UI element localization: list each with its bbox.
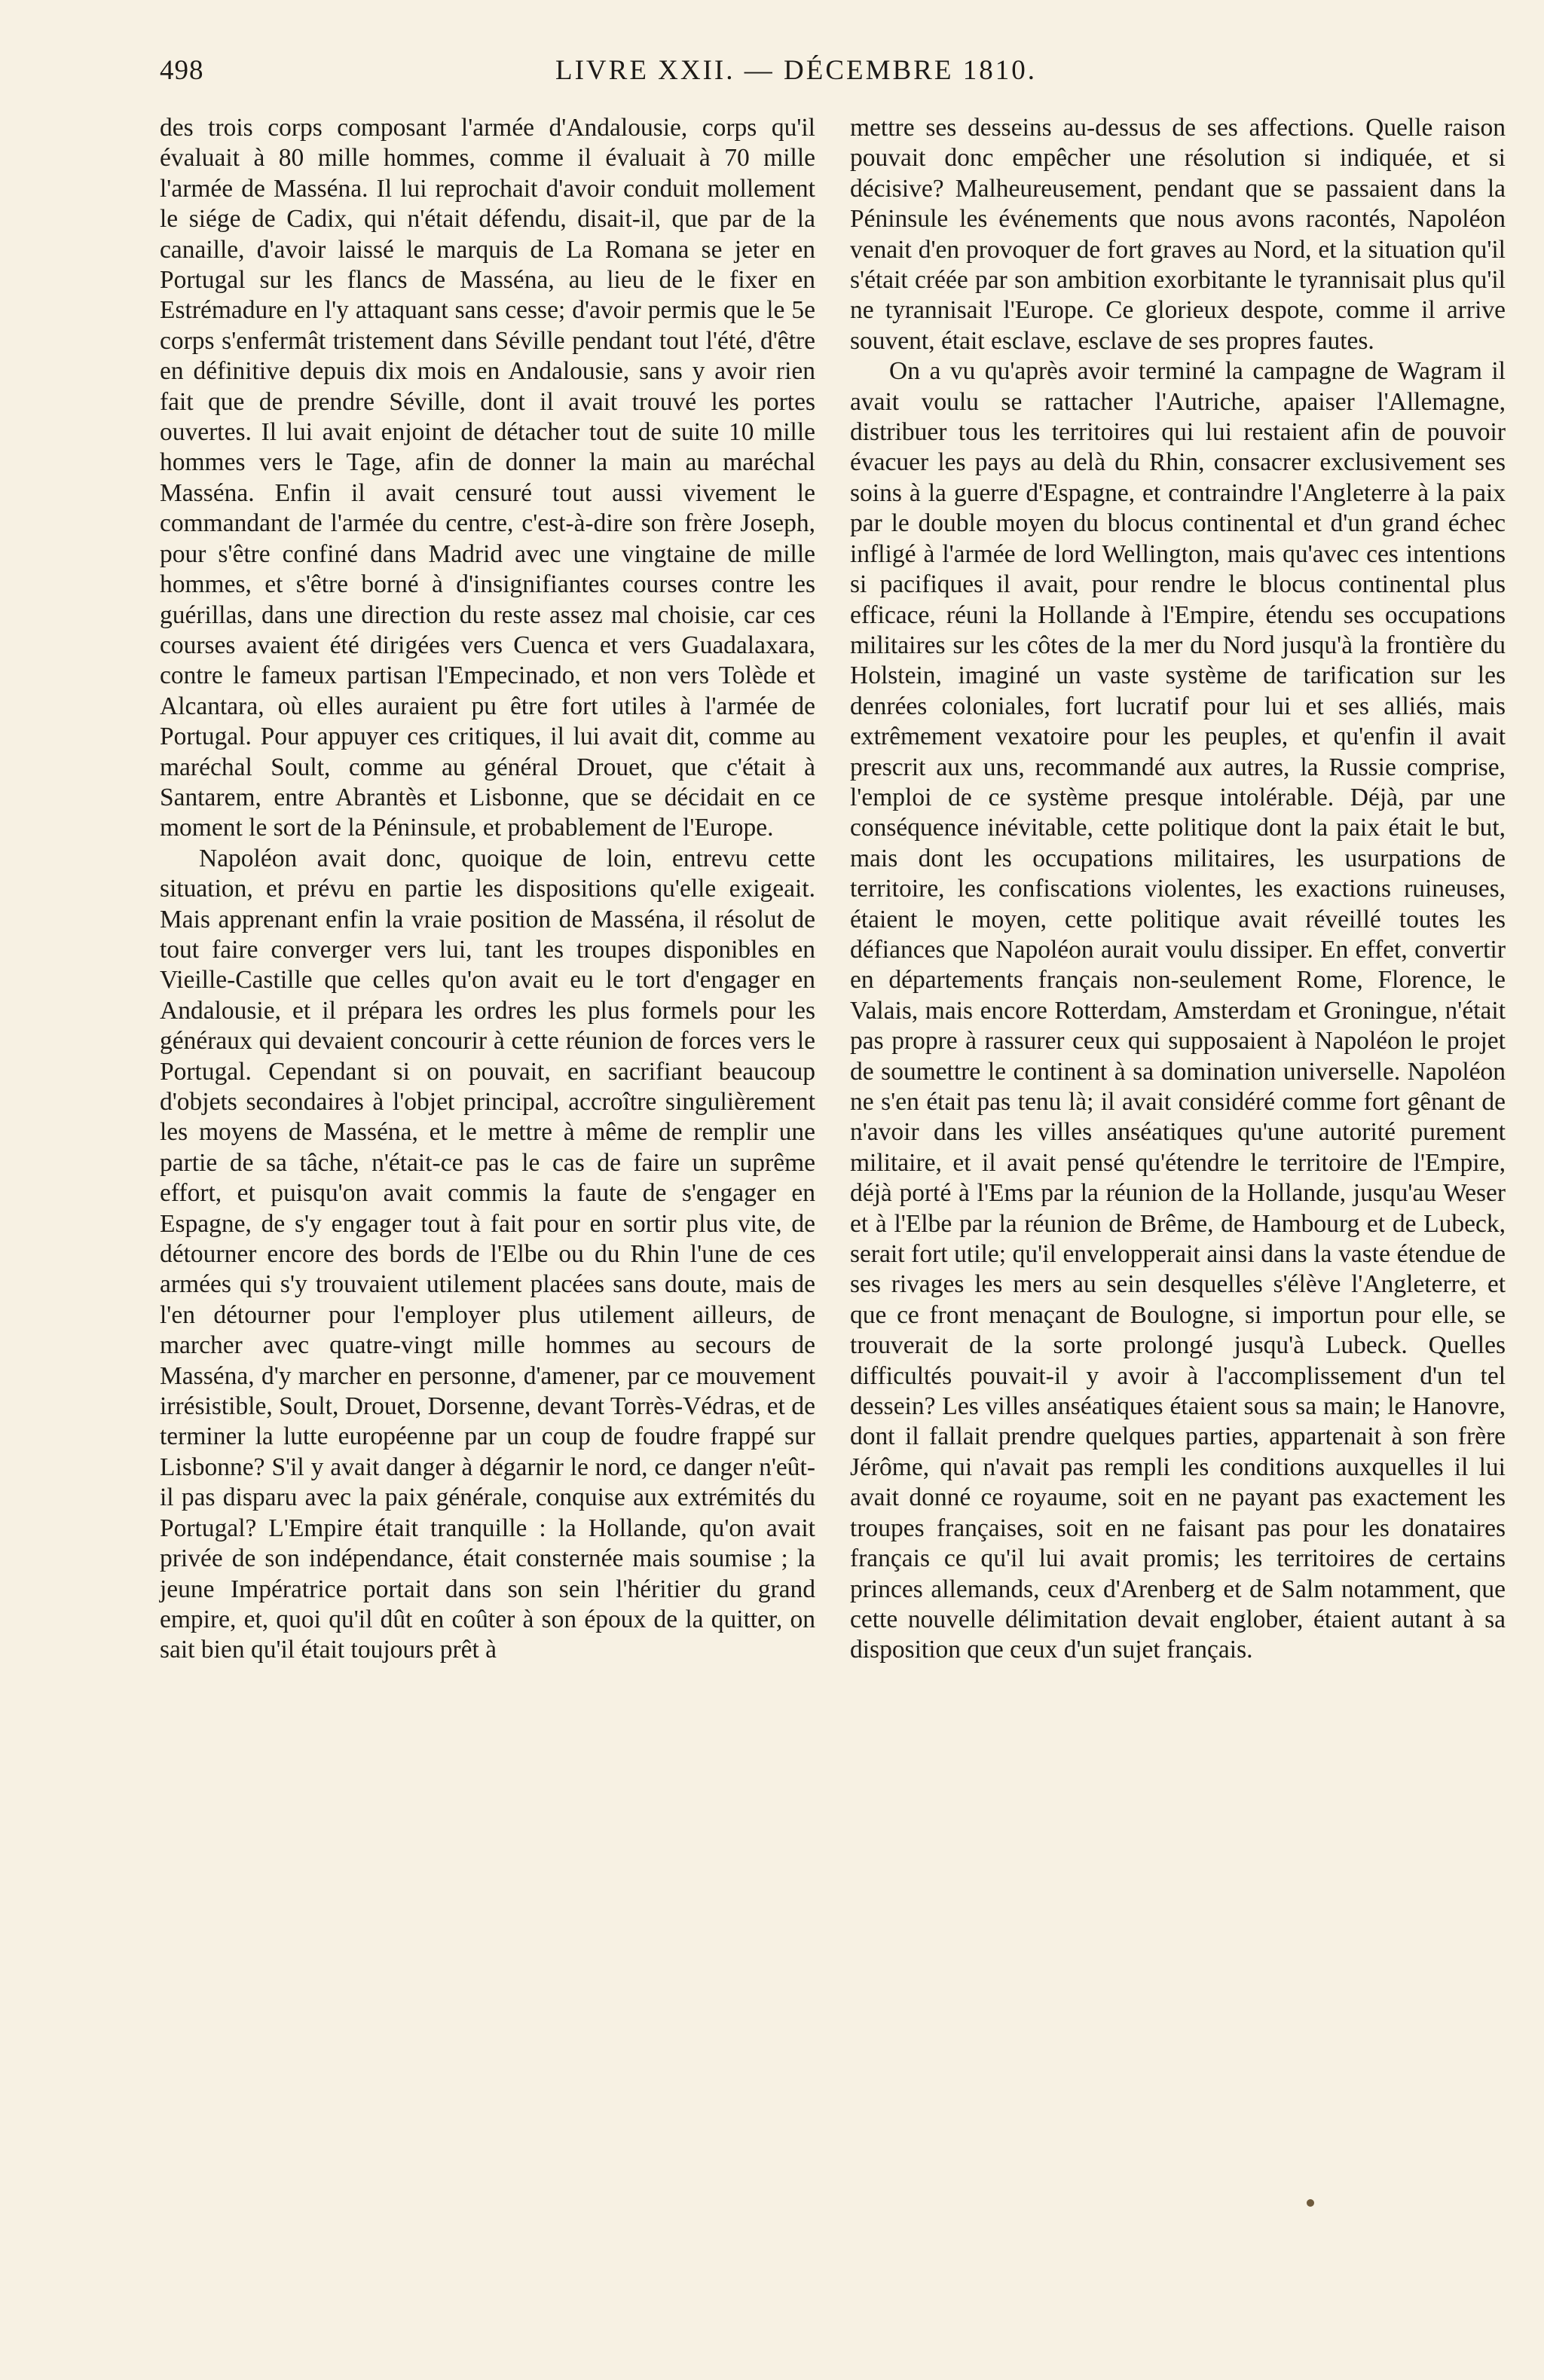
paragraph-continued: mettre ses desseins au-dessus de ses affections. Quelle raison pouvait donc empêcher une résolution si indiquée, et si décisive? Malheureusement, pendant que se passaient dans la Péninsule les événements que nous avons racontés, Napoléon venait d'en provoquer de fort graves au Nord, et la situation qu'il s'était créée par son ambition exorbitante le tyrannisait plus qu'il ne tyrannisait l'Europe. Ce glorieux despote, comme il arrive souvent, était esclave, esclave de ses propres fautes. <box>850 114 1506 355</box>
ink-spot <box>1307 2199 1314 2207</box>
paragraph-continued: des trois corps composant l'armée d'Andalousie, corps qu'il évaluait à 80 mille hommes, comme il évaluait à 70 mille l'armée de Masséna. Il lui reprochait d'avoir conduit mollement le siége de Cadix, qui n'était défendu, disait-il, que par de la canaille, d'avoir laissé le marquis de La Romana se jeter en Portugal sur les flancs de Masséna, au lieu de le fixer en Estrémadure en l'y attaquant sans cesse; d'avoir permis que le 5e corps s'enfermât tristement dans Séville pendant tout l'été, d'être en définitive depuis dix mois en Andalousie, sans y avoir rien fait que de prendre Séville, dont il avait trouvé les portes ouvertes. Il lui avait enjoint de détacher tout de suite 10 mille hommes vers le Tage, afin de donner la main au maréchal Masséna. Enfin il avait censuré tout aussi vivement le commandant de l'armée du centre, c'est-à-dire son frère Joseph, pour s'être confiné dans Madrid avec une vingtaine de mille hommes, et s'être borné à d'insignifiantes courses contre les guérillas, dans une direction du reste assez mal choisie, car ces courses avaient été dirigées vers Cuenca et vers Guadalaxara, contre le fameux partisan l'Empecinado, et non vers Tolède et Alcantara, où elles auraient pu être fort utiles à l'armée de Portugal. Pour appuyer ces critiques, il lui avait dit, comme au maréchal Soult, comme au général Drouet, que c'était à Santarem, entre Abrantès et Lisbonne, que se décidait en ce moment le sort de la Péninsule, et probablement de l'Europe. <box>160 114 815 842</box>
page-number: 498 <box>160 55 204 86</box>
page-header <box>160 54 1501 99</box>
paragraph: Napoléon avait donc, quoique de loin, entrevu cette situation, et prévu en partie les dispositions qu'elle exigeait. Mais apprenant enfin la vraie position de Masséna, il résolut de tout faire converger vers lui, tant les troupes disponibles en Vieille-Castille que celles qu'on avait eu le tort d'engager en Andalousie, et il prépara les ordres les plus formels pour les généraux qui devaient concourir à cette réunion de forces vers le Portugal. Cependant si on pouvait, en sacrifiant beaucoup d'objets secondaires à l'objet principal, accroître singulièrement les moyens de Masséna, et le mettre à même de remplir une partie de sa tâche, n'était-ce pas le cas de faire un suprême effort, et puisqu'on avait commis la faute de s'engager en Espagne, de s'y engager tout à fait pour en sortir plus vite, de détourner encore des bords de l'Elbe ou du Rhin l'une de ces armées qui s'y trouvaient utilement placées sans doute, mais de l'en détourner pour l'employer plus utilement ailleurs, de marcher avec quatre-vingt mille hommes au secours de Masséna, d'y marcher en personne, d'amener, par ce mouvement irrésistible, Soult, Drouet, Dorsenne, devant Torrès-Védras, et de terminer la lutte européenne par un coup de foudre frappé sur Lisbonne? S'il y avait danger à dégarnir le nord, ce danger n'eût-il pas disparu avec la paix générale, conquise aux extrémités du Portugal? L'Empire était tranquille : la Hollande, qu'on avait privée de son indépendance, était consternée mais soumise ; la jeune Impératrice portait dans son sein l'héritier du grand empire, et, quoi qu'il dût en coûter à son époux de la quitter, on sait bien qu'il était toujours prêt à <box>160 844 815 1664</box>
right-column <box>850 113 1506 1666</box>
running-title: LIVRE XXII. — DÉCEMBRE 1810. <box>555 55 1037 86</box>
left-column <box>160 113 815 1666</box>
paragraph: On a vu qu'après avoir terminé la campagne de Wagram il avait voulu se rattacher l'Autriche, apaiser l'Allemagne, distribuer tous les territoires qui lui restaient afin de pouvoir évacuer les pays au delà du Rhin, consacrer exclusivement ses soins à la guerre d'Espagne, et contraindre l'Angleterre à la paix par le double moyen du blocus continental et d'un grand échec infligé à l'armée de lord Wellington, mais qu'avec ces intentions si pacifiques il avait, pour rendre le blocus continental plus efficace, réuni la Hollande à l'Empire, étendu ses occupations militaires sur les côtes de la mer du Nord jusqu'à la frontière du Holstein, imaginé un vaste système de tarification sur les denrées coloniales, fort lucratif pour lui et ses alliés, mais extrêmement vexatoire pour les peuples, et qu'enfin il avait prescrit aux uns, recommandé aux autres, la Russie comprise, l'emploi de ce système presque intolérable. Déjà, par une conséquence inévitable, cette politique dont la paix était le but, mais dont les occupations militaires, les usurpations de territoire, les confiscations violentes, les exactions ruineuses, étaient le moyen, cette politique avait réveillé toutes les défiances que Napoléon aurait voulu dissiper. En effet, convertir en départements français non-seulement Rome, Florence, le Valais, mais encore Rotterdam, Amsterdam et Groningue, n'était pas propre à rassurer ceux qui supposaient à Napoléon le projet de soumettre le continent à sa domination universelle. Napoléon ne s'en était pas tenu là; il avait considéré comme fort gênant de n'avoir dans les villes anséatiques qu'une autorité purement militaire, et il avait pensé qu'étendre le territoire de l'Empire, déjà porté à l'Ems par la réunion de la Hollande, jusqu'au Weser et à l'Elbe par la réunion de Brême, de Hambourg et de Lubeck, serait fort utile; qu'il envelopperait ainsi dans la vaste étendue de ses rivages les mers au sein desquelles s'élève l'Angleterre, et que ce front menaçant de Boulogne, si importun pour elle, se trouverait de la sorte prolongé jusqu'à Lubeck. Quelles difficultés pouvait-il y avoir à l'accomplissement d'un tel dessein? Les villes anséatiques étaient sous sa main; le Hanovre, dont il fallait prendre quelques parties, appartenait à son frère Jérôme, qui n'avait pas rempli les conditions auxquelles il lui avait donné ce royaume, soit en ne payant pas exactement les troupes françaises, soit en ne faisant pas pour les donataires français ce qu'il lui avait promis; les territoires de certains princes allemands, ceux d'Arenberg et de Salm notamment, que cette nouvelle délimitation devait englober, étaient autant à sa disposition que ceux d'un sujet français. <box>850 357 1506 1664</box>
